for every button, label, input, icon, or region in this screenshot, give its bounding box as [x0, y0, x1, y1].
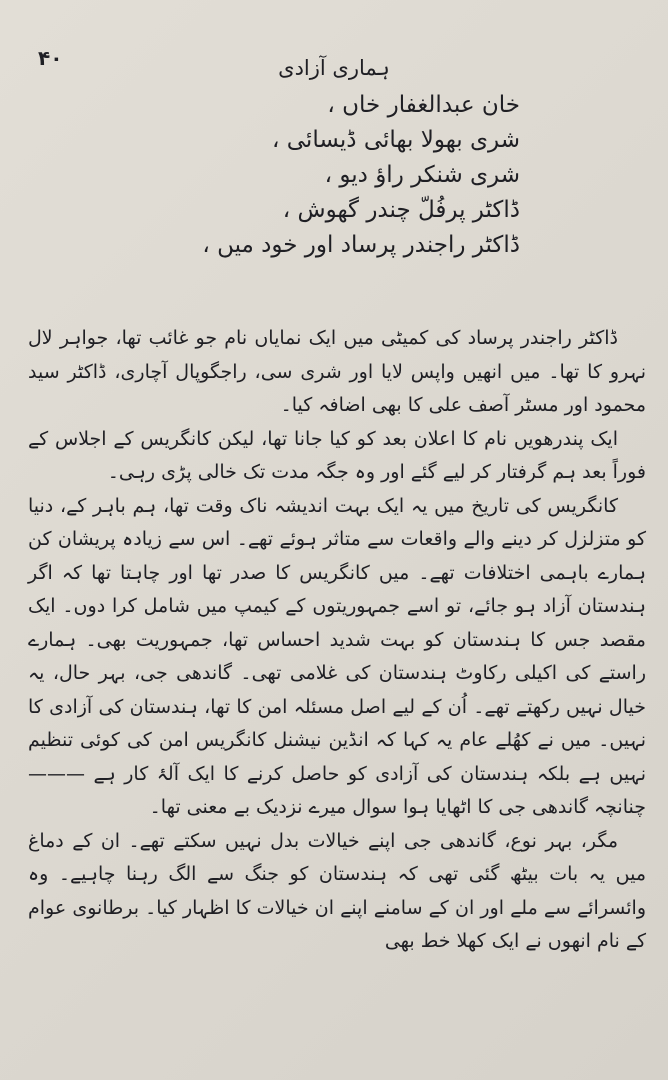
member-name: ڈاکٹر راجندر پرساد اور خود میں ، — [202, 232, 520, 258]
page-number: ۴۰ — [38, 46, 63, 70]
running-head: ہماری آزادی — [278, 56, 390, 80]
member-name-list — [150, 88, 520, 263]
member-name: ڈاکٹر پرفُلّ چندر گھوش ، — [282, 197, 520, 223]
member-name: شری بھولا بھائی ڈیسائی ، — [272, 127, 520, 153]
paragraph: مگر، بہر نوع، گاندھی جی اپنے خیالات بدل نہیں سکتے تھے۔ ان کے دماغ میں یہ بات بیٹھ گئی تھی کہ ہندستان کو جنگ سے الگ رہنا چاہیے۔ وہ وائسرائے سے ملے اور ان کے سامنے اپنے ان خیالات کا اظہار کیا۔ برطانوی عوام کے نام انھوں نے ایک کھلا خط بھی — [28, 829, 646, 952]
body-text — [28, 322, 646, 959]
paragraph: کانگریس کی تاریخ میں یہ ایک بہت اندیشہ ناک وقت تھا، ہم باہر کے، دنیا کو متزلزل کر دینے والے واقعات سے متاثر ہوئے تھے۔ اس سے زیادہ پریشان کن ہمارے باہمی اختلافات تھے۔ میں کانگریس کا صدر تھا اور چاہتا تھا کہ اگر ہندستان آزاد ہو جائے، تو اسے جمہوریتوں کے کیمپ میں شامل کرا دوں۔ ایک مقصد جس کا ہندستان کو بہت شدید احساس تھا، جمہوریت بھی۔ ہمارے راستے کی اکیلی رکاوٹ ہندستان کی غلامی تھی۔ گاندھی جی، بہر حال، یہ خیال نہیں رکھتے تھے۔ اُن کے لیے اصل مسئلہ امن کا تھا، ہندستان کی آزادی کا نہیں۔ میں نے کھُلے عام یہ کہا کہ انڈین نیشنل کانگریس امن کی کوئی تنظیم نہیں ہے بلکہ ہندستان کی آزادی کو حاصل کرنے کا ایک آلۂ کار ہے ——— چنانچہ گاندھی جی کا اٹھایا ہوا سوال میرے نزدیک بے معنی تھا۔ — [28, 494, 646, 818]
member-name: شری شنکر راؤ دیو ، — [324, 162, 520, 188]
member-name: خان عبدالغفار خاں ، — [327, 92, 520, 118]
paragraph: ایک پندرھویں نام کا اعلان بعد کو کیا جانا تھا، لیکن کانگریس کے اجلاس کے فوراً بعد ہم گرفتار کر لیے گئے اور وہ جگہ مدت تک خالی پڑی رہی۔ — [28, 427, 646, 483]
paragraph: ڈاکٹر راجندر پرساد کی کمیٹی میں ایک نمایاں نام جو غائب تھا، جواہر لال نہرو کا تھا۔ میں انھیں واپس لایا اور شری سی، راجگوپال آچاری، ڈاکٹر سید محمود اور مسٹر آصف علی کا بھی اضافہ کیا۔ — [28, 327, 646, 416]
